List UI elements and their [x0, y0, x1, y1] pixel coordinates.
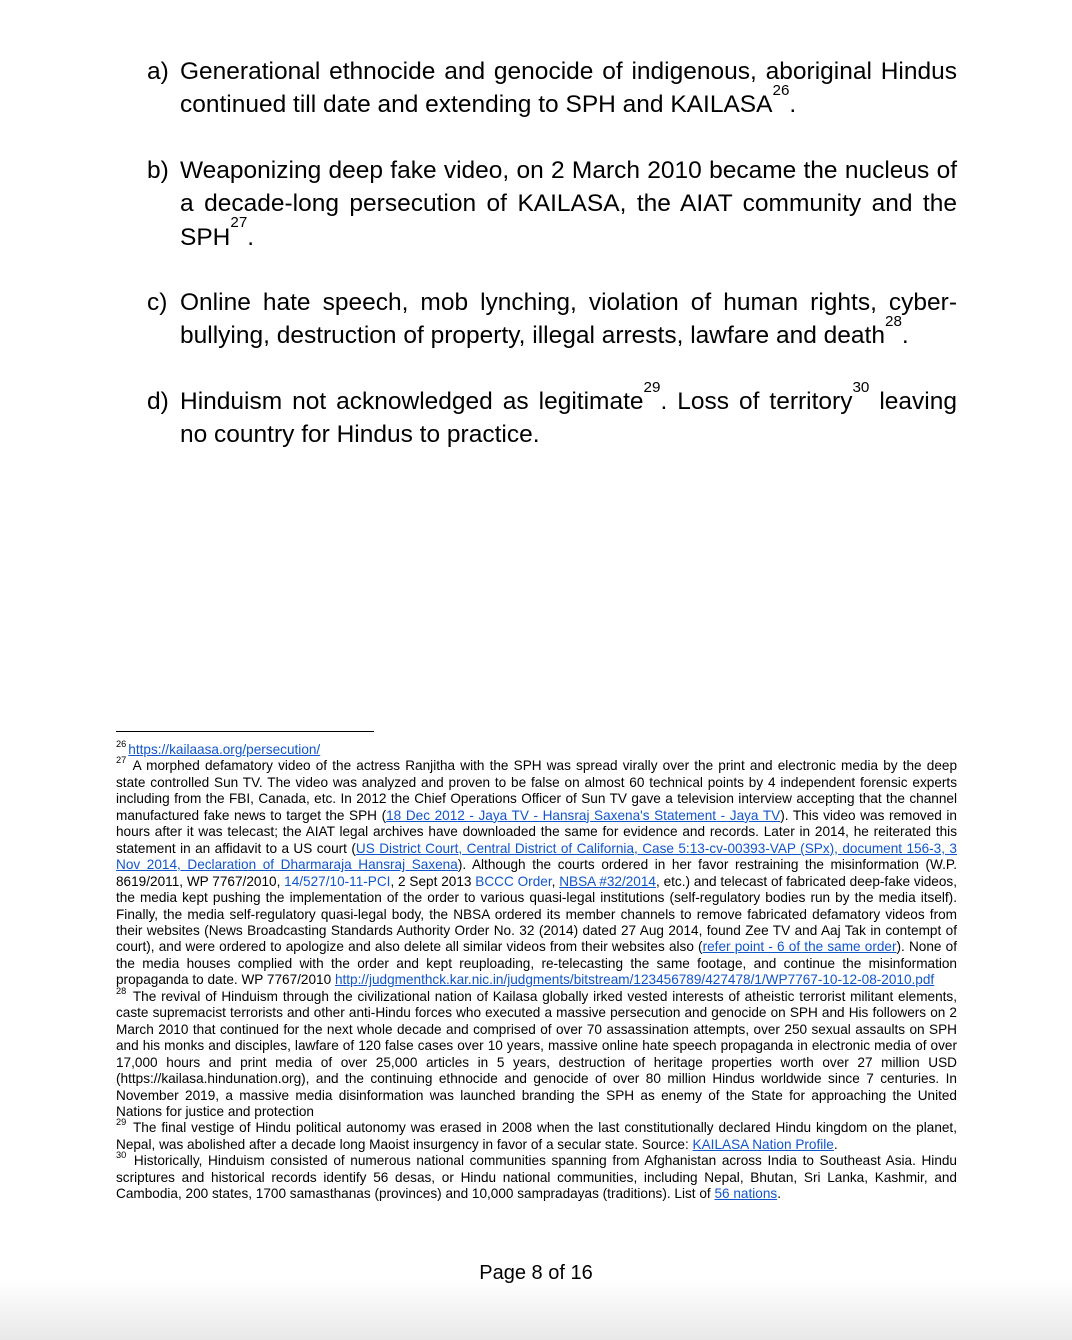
footnote-text: ). This video was removed in hours after it was telecast; the AIAT legal archives have downloaded the same for evidence and records. Later in 2014, he reiterated this statement in an affidavit to a US court ( — [116, 807, 957, 856]
list-item-text-2: . Loss of territory — [660, 387, 853, 415]
jaya-tv-statement-link[interactable]: 18 Dec 2012 - Jaya TV - Hansraj Saxena's Statement - Jaya TV — [386, 807, 781, 823]
footnote-text: ). None of the media houses complied with the order and kept reuploading, re-telecasting the same footage, and continue the misinformation propaganda to date. WP 7767/2010 — [116, 939, 957, 988]
list-marker: c) — [147, 289, 168, 317]
bccc-order-link[interactable]: BCCC Order — [475, 873, 552, 889]
footnote-28 — [116, 985, 957, 1121]
56-nations-link[interactable]: 56 nations — [714, 1186, 778, 1202]
footnote-number: 28 — [116, 985, 127, 996]
footnote-ref-28[interactable]: 28 — [885, 313, 902, 331]
footnote-text: ). Although the courts ordered in her favor restraining the misinformation (W.P. 8619/2011, WP 7767/2010, — [116, 857, 957, 889]
footnote-30 — [116, 1150, 957, 1202]
list-item-tail: . — [247, 223, 255, 251]
footnote-text: Historically, Hinduism consisted of numerous national communities spanning from Afghanistan across India to Southeast Asia. Hindu scriptures and historical records identify 56 desas, or Hindu national communities, including Nepal, Bhutan, Sri Lanka, Kashmir, and Cambodia, 200 states, 1700 samasthanas (provinces) and 10,000 sampradayas (traditions). List of — [116, 1153, 957, 1202]
list-item-text: Hinduism not acknowledged as legitimate — [180, 387, 644, 415]
refer-point-6-link[interactable]: refer point - 6 of the same order — [702, 939, 897, 955]
list-marker: b) — [147, 156, 169, 184]
list-item-text: Online hate speech, mob lynching, violation of human rights, cyber-bullying, destruction of property, illegal arrests, lawfare and death — [180, 289, 957, 350]
footnote-text: , etc.) and telecast of fabricated deep-fake videos, the media kept pushing the implementation of the order to various quasi-legal institutions (self-regulatory bodies run by the media itself). Finally, the media self-regulatory quasi-legal body, the NBSA ordered its member channels to remove fabricated defamatory videos from their websites (News Broadcasting Standards Authority Order No. 32 (2014) dated 27 Aug 2014, found Zee TV and Aaj Tak in contempt of court), and were ordered to apologize and also delete all similar videos from their websites also ( — [116, 873, 957, 955]
list-item-tail: . — [901, 322, 909, 350]
persecution-list — [147, 55, 957, 484]
list-marker: a) — [147, 58, 169, 85]
footnote-number: 30 — [116, 1150, 127, 1161]
footnote-number: 29 — [116, 1117, 127, 1128]
footnote-text: , 2 Sept 2013 — [390, 873, 476, 889]
kailasa-nation-profile-link[interactable]: KAILASA Nation Profile — [692, 1136, 834, 1152]
footnote-number: 27 — [116, 755, 127, 766]
footnote-ref-27[interactable]: 27 — [230, 214, 248, 232]
footnote-number: 26 — [116, 738, 127, 749]
footnote-text: The revival of Hinduism through the civilizational nation of Kailasa globally irked vested interests of atheistic terrorist militant elements, caste supremacist terrorists and other anti-Hindu forces who executed a massive persecution and genocide on SPH and His followers on 2 March 2010 that continued for the next whole decade and comprised of over 70 assassination attempts, over 250 sexual assaults on SPH and his monks and disciples, lawfare of 120 false cases over 10 years, massive online hate speech propaganda in electronic media of over 17,000 hours and print media of over 25,000 articles in 5 years, destruction of heritage properties worth over 27 million USD (https://kailasa.hindunation.org), and the continuing ethnocide and genocide of over 80 million Hindus worldwide since 7 centuries. In November 2019, a massive media disinformation was launched branding the SPH as enemy of the State for approaching the United Nations for justice and protection — [116, 988, 957, 1119]
kailaasa-persecution-link[interactable]: https://kailaasa.org/persecution/ — [128, 742, 321, 757]
page-number: Page 8 of 16 — [479, 1262, 593, 1284]
footnotes — [116, 738, 957, 1203]
list-item-a — [147, 55, 957, 122]
footnote-separator — [116, 731, 374, 732]
footnote-ref-29[interactable]: 29 — [643, 378, 661, 396]
footnote-27 — [116, 755, 957, 988]
footnote-text: A morphed defamatory video of the actress Ranjitha with the SPH was spread virally over the print and electronic media by the deep state controlled Sun TV. The video was analyzed and proven to be false on almost 60 technical points by 4 independent forensic experts including from the FBI, Canada, etc. In 2012 the Chief Operations Officer of Sun TV gave a television interview accepting that the channel manufactured fake news to target the SPH ( — [116, 758, 957, 823]
list-item-tail: . — [789, 91, 797, 119]
footnote-ref-30[interactable]: 30 — [852, 378, 870, 396]
us-district-court-link[interactable]: US District Court, Central District of California, Case 5:13-cv-00393-VAP (SPx), document 156-3, 3 Nov 2014, Declaration of Dharmaraja Hansraj Saxena — [116, 840, 957, 873]
footnote-ref-26[interactable]: 26 — [772, 82, 790, 100]
footnote-text: The final vestige of Hindu political autonomy was erased in 2008 when the last constitutionally declared Hindu kingdom on the planet, Nepal, was abolished after a decade long Maoist insurgency in favor of a secular state. Source: — [116, 1120, 957, 1152]
footnote-text: . — [777, 1186, 781, 1202]
footnote-text: , — [551, 873, 560, 889]
list-item-text: Generational ethnocide and genocide of indigenous, aboriginal Hindus continued till date and extending to SPH and KAILASA — [180, 58, 957, 119]
pci-order-link[interactable]: 14/527/10-11-PCI — [284, 873, 391, 889]
list-item-b — [147, 154, 957, 254]
nbsa-order-link[interactable]: NBSA #32/2014 — [559, 873, 656, 889]
footnote-26 — [116, 738, 957, 758]
footnote-text: . — [833, 1136, 838, 1152]
list-item-tail: leaving no country for Hindus to practice. — [180, 387, 957, 449]
list-item-text: Weaponizing deep fake video, on 2 March 2010 became the nucleus of a decade-long persecution of KAILASA, the AIAT community and the SPH — [180, 156, 957, 251]
list-item-c — [147, 286, 957, 353]
footnote-29 — [116, 1117, 957, 1153]
list-item-d — [147, 378, 957, 452]
list-marker: d) — [147, 387, 169, 415]
judgment-pdf-link[interactable]: http://judgmenthck.kar.nic.in/judgments/bitstream/123456789/427478/1/WP7767-10-12-08-2010.pdf — [334, 972, 935, 988]
